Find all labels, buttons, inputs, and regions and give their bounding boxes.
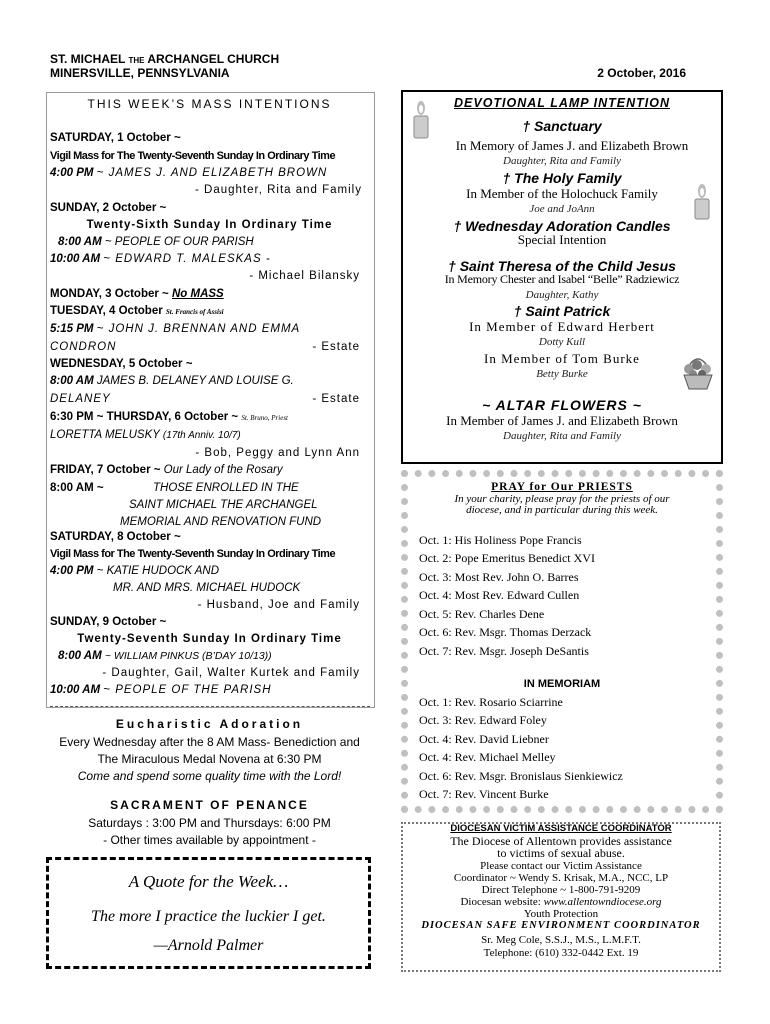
tue4-intention-cont: CONDRON bbox=[50, 341, 117, 353]
sun2-10am: 10:00 AM ~ EDWARD T. MALESKAS - bbox=[50, 253, 271, 265]
flower-basket-icon bbox=[679, 349, 717, 391]
priest-item: Oct. 5: Rev. Charles Dene bbox=[419, 607, 545, 621]
memoriam-item: Oct. 4: Rev. David Liebner bbox=[419, 732, 549, 746]
sat8-intention-cont: MR. AND MRS. MICHAEL HUDOCK bbox=[113, 582, 301, 594]
sat1-intention: 4:00 PM ~ JAMES J. AND ELIZABETH BROWN bbox=[50, 167, 328, 179]
sun9-8am-requested-by: - Daughter, Gail, Walter Kurtek and Family bbox=[102, 667, 360, 679]
thu6-day: 6:30 PM ~ THURSDAY, 6 October ~ St. Bruno, Priest bbox=[50, 411, 288, 423]
sat8-requested-by: - Husband, Joe and Family bbox=[197, 599, 360, 611]
memoriam-title: IN MEMORIAM bbox=[523, 678, 601, 690]
altar-flowers-by: Daughter, Rita and Family bbox=[503, 430, 621, 442]
sat1-vigil: Vigil Mass for The Twenty-Seventh Sunday In Ordinary Time bbox=[50, 150, 336, 162]
saint-patrick-heading: † Saint Patrick bbox=[513, 303, 611, 319]
memoriam-item: Oct. 3: Rev. Edward Foley bbox=[419, 713, 547, 727]
diocese-line-3: Please contact our Victim Assistance bbox=[480, 860, 642, 872]
adoration-line-2: The Miraculous Medal Novena at 6:30 PM bbox=[97, 752, 322, 766]
saint-theresa-heading: † Saint Theresa of the Child Jesus bbox=[448, 258, 676, 274]
saint-theresa-name: In Memory Chester and Isabel “Belle” Radziewicz bbox=[444, 272, 680, 286]
tue4-requested-by: - Estate bbox=[312, 341, 360, 353]
diocese-website: Diocesan website: www.allentowndiocese.org bbox=[460, 896, 662, 908]
altar-flowers-name: In Member of James J. and Elizabeth Brown bbox=[446, 413, 678, 428]
saint-patrick-name-1: In Member of Edward Herbert bbox=[469, 319, 655, 334]
saint-theresa-by: Daughter, Kathy bbox=[525, 289, 599, 301]
memoriam-item: Oct. 4: Rev. Michael Melley bbox=[419, 750, 556, 764]
church-location: MINERSVILLE, PENNSYLVANIA bbox=[50, 66, 230, 80]
section-divider bbox=[50, 706, 370, 707]
priest-item: Oct. 6: Rev. Msgr. Thomas Derzack bbox=[419, 625, 592, 639]
holy-family-name: In Member of the Holochuck Family bbox=[466, 186, 658, 201]
penance-line-1: Saturdays : 3:00 PM and Thursdays: 6:00 PM bbox=[88, 816, 331, 830]
wed5-requested-by: - Estate bbox=[312, 393, 360, 405]
lamp-title: DEVOTIONAL LAMP INTENTION bbox=[454, 96, 670, 110]
priests-intro-2: diocese, and in particular during this week. bbox=[466, 504, 658, 516]
holy-family-by: Joe and JoAnn bbox=[529, 203, 595, 215]
diocese-line-7: Youth Protection bbox=[523, 908, 599, 920]
priests-intro-1: In your charity, please pray for the priests of our bbox=[454, 493, 670, 505]
holy-family-heading: † The Holy Family bbox=[502, 170, 622, 186]
sun2-day: SUNDAY, 2 October ~ bbox=[50, 202, 167, 214]
diocese-line-2: to victims of sexual abuse. bbox=[497, 846, 625, 860]
priest-item: Oct. 4: Most Rev. Edward Cullen bbox=[419, 588, 580, 602]
adoration-title: Eucharistic Adoration bbox=[115, 717, 304, 731]
fri7-intention-2: SAINT MICHAEL THE ARCHANGEL bbox=[129, 499, 318, 511]
sat1-day: SATURDAY, 1 October ~ bbox=[50, 132, 181, 144]
saint-patrick-name-2: In Member of Tom Burke bbox=[484, 351, 640, 366]
adoration-line-1: Every Wednesday after the 8 AM Mass- Benediction and bbox=[59, 735, 360, 749]
priest-item: Oct. 7: Rev. Msgr. Joseph DeSantis bbox=[419, 644, 589, 658]
priest-item: Oct. 2: Pope Emeritus Benedict XVI bbox=[419, 551, 595, 565]
sat1-requested-by: - Daughter, Rita and Family bbox=[195, 184, 362, 196]
sun9-10am: 10:00 AM ~ PEOPLE OF THE PARISH bbox=[50, 684, 272, 696]
diocese-website-link[interactable]: www.allentowndiocese.org bbox=[543, 896, 662, 908]
diocese-line-8: DIOCESAN SAFE ENVIRONMENT COORDINATOR bbox=[421, 920, 701, 931]
saint-patrick-by-1: Dotty Kull bbox=[538, 336, 586, 348]
thu6-intention: LORETTA MELUSKY (17th Anniv. 10/7) bbox=[50, 429, 241, 441]
diocese-line-5: Direct Telephone ~ 1-800-791-9209 bbox=[481, 884, 641, 896]
sat8-intention: 4:00 PM ~ KATIE HUDOCK AND bbox=[50, 565, 220, 577]
sun2-10am-requested-by: - Michael Bilansky bbox=[249, 270, 360, 282]
sanctuary-heading: † Sanctuary bbox=[522, 118, 602, 134]
diocese-line-10: Telephone: (610) 332-0442 Ext. 19 bbox=[483, 947, 639, 959]
saint-patrick-by-2: Betty Burke bbox=[536, 368, 588, 380]
priest-item: Oct. 3: Most Rev. John O. Barres bbox=[419, 570, 579, 584]
wednesday-candles-name: Special Intention bbox=[517, 232, 607, 247]
sun9-day: SUNDAY, 9 October ~ bbox=[50, 616, 167, 628]
sun2-title: Twenty-Sixth Sunday In Ordinary Time bbox=[86, 219, 333, 231]
sanctuary-name: In Memory of James J. and Elizabeth Brown bbox=[455, 138, 689, 153]
thu6-requested-by: - Bob, Peggy and Lynn Ann bbox=[195, 447, 360, 459]
sun9-title: Twenty-Seventh Sunday In Ordinary Time bbox=[77, 633, 342, 645]
diocese-line-1: The Diocese of Allentown provides assistance bbox=[450, 834, 672, 848]
sun9-8am: 8:00 AM ~ WILLIAM PINKUS (B’DAY 10/13)) bbox=[58, 650, 272, 662]
diocese-line-9: Sr. Meg Cole, S.S.J., M.S., L.M.F.T. bbox=[481, 934, 641, 946]
wed5-intention: 8:00 AM JAMES B. DELANEY AND LOUISE G. bbox=[50, 375, 294, 387]
penance-line-2: - Other times available by appointment - bbox=[103, 833, 316, 847]
tue4-intention: 5:15 PM ~ JOHN J. BRENNAN AND EMMA bbox=[50, 323, 301, 335]
adoration-line-3: Come and spend some quality time with the Lord! bbox=[77, 769, 342, 783]
wednesday-candles-heading: † Wednesday Adoration Candles bbox=[453, 218, 671, 234]
fri7-intention-1: THOSE ENROLLED IN THE bbox=[153, 482, 299, 494]
quote-author: —Arnold Palmer bbox=[153, 937, 264, 954]
quote-text: The more I practice the luckier I get. bbox=[91, 908, 326, 925]
sun2-8am: 8:00 AM ~ PEOPLE OF OUR PARISH bbox=[58, 236, 254, 248]
sat8-day: SATURDAY, 8 October ~ bbox=[50, 531, 181, 543]
quote-title: A Quote for the Week… bbox=[128, 872, 289, 891]
memoriam-item: Oct. 6: Rev. Msgr. Bronislaus Sienkiewicz bbox=[419, 769, 623, 783]
penance-title: SACRAMENT OF PENANCE bbox=[110, 798, 309, 812]
sat8-vigil: Vigil Mass for The Twenty-Seventh Sunday In Ordinary Time bbox=[50, 548, 336, 560]
mass-intentions-title: THIS WEEK’S MASS INTENTIONS bbox=[87, 97, 332, 111]
memoriam-item: Oct. 1: Rev. Rosario Sciarrine bbox=[419, 695, 563, 709]
wed5-day: WEDNESDAY, 5 October ~ bbox=[50, 358, 193, 370]
church-name: ST. MICHAEL THE ARCHANGEL CHURCH bbox=[50, 52, 280, 66]
fri7-time: 8:00 AM ~ bbox=[50, 482, 104, 494]
diocese-line-4: Coordinator ~ Wendy S. Krisak, M.A., NCC, LP bbox=[453, 872, 669, 884]
wed5-intention-cont: DELANEY bbox=[50, 393, 111, 405]
candle-icon bbox=[692, 183, 712, 221]
mon3-day: MONDAY, 3 October ~ No MASS bbox=[50, 288, 224, 300]
diocese-title: DIOCESAN VICTIM ASSISTANCE COORDINATOR bbox=[450, 823, 672, 834]
altar-flowers-heading: ~ ALTAR FLOWERS ~ bbox=[482, 397, 642, 413]
priests-title: PRAY for Our PRIESTS bbox=[491, 481, 633, 493]
fri7-day: FRIDAY, 7 October ~ Our Lady of the Rosary bbox=[50, 464, 283, 476]
priest-item: Oct. 1: His Holiness Pope Francis bbox=[419, 533, 582, 547]
fri7-intention-3: MEMORIAL AND RENOVATION FUND bbox=[120, 516, 322, 528]
bulletin-date: 2 October, 2016 bbox=[597, 66, 686, 80]
tue4-day: TUESDAY, 4 October St. Francis of Assisi bbox=[50, 305, 224, 317]
memoriam-item: Oct. 7: Rev. Vincent Burke bbox=[419, 787, 549, 801]
sanctuary-by: Daughter, Rita and Family bbox=[503, 155, 621, 167]
